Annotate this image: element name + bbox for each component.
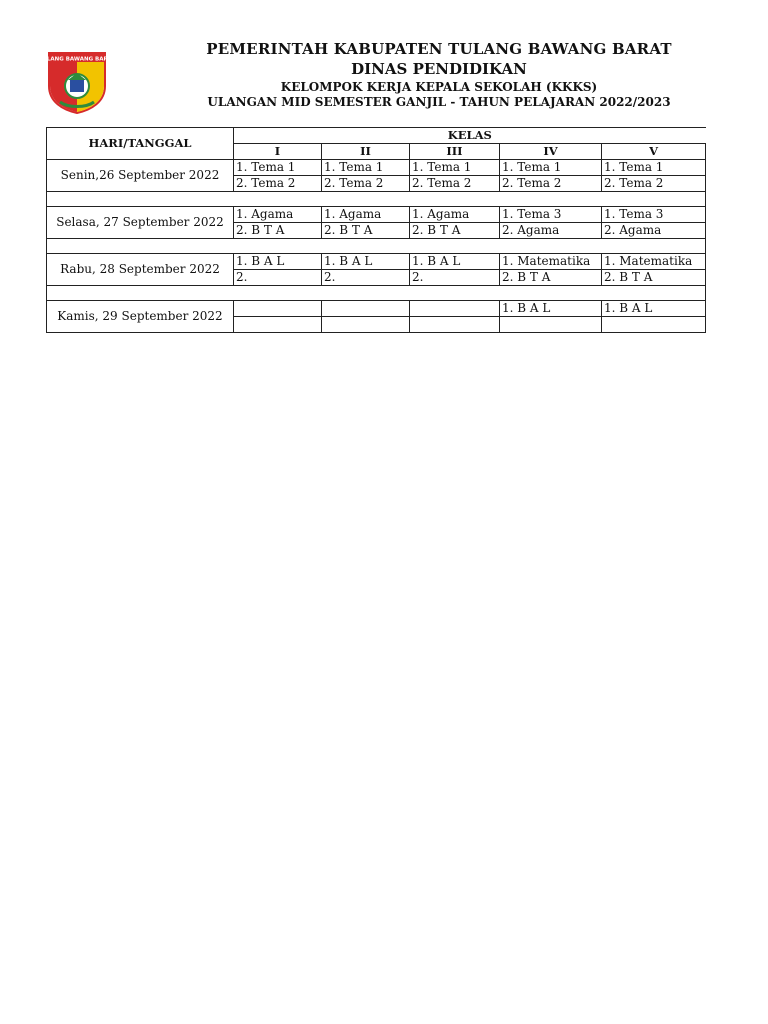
regency-emblem-logo [38,50,116,114]
subject-cell: 1. Agama [410,207,500,223]
subject-cell: 2. B T A [410,223,500,239]
subject-cell [602,317,706,333]
subject-cell [410,317,500,333]
table-row [47,301,706,317]
kelas-column-header: KELAS [234,128,706,144]
spacer-row [47,286,706,301]
subject-cell [410,301,500,317]
exam-schedule-table [46,127,706,333]
subject-cell: 1. Agama [322,207,410,223]
subject-cell: 1. Tema 1 [602,160,706,176]
subject-cell: 2. Tema 2 [234,176,322,192]
subject-cell [322,301,410,317]
spacer-cell [47,192,706,207]
subject-cell: 2. Agama [602,223,706,239]
table-row [47,207,706,223]
subject-cell: 2. B T A [602,270,706,286]
subject-cell [234,301,322,317]
subject-cell: 1. Matematika [602,254,706,270]
subject-cell: 2. [410,270,500,286]
svg-text:TULANG BAWANG BARAT: TULANG BAWANG BARAT [38,56,116,63]
subject-cell: 1. Tema 3 [602,207,706,223]
subject-cell: 1. Tema 1 [322,160,410,176]
class-header: V [602,144,706,160]
class-header: II [322,144,410,160]
subject-cell: 1. Matematika [500,254,602,270]
day-column-header: HARI/TANGGAL [47,128,234,160]
subject-cell: 1. Agama [234,207,322,223]
day-date-cell: Selasa, 27 September 2022 [47,207,234,239]
subject-cell: 1. Tema 1 [234,160,322,176]
subject-cell: 2. [234,270,322,286]
day-date-cell: Rabu, 28 September 2022 [47,254,234,286]
subject-cell [234,317,322,333]
subject-cell: 2. B T A [500,270,602,286]
subject-cell: 1. B A L [410,254,500,270]
header-association-title: KELOMPOK KERJA KEPALA SEKOLAH (KKKS) [280,80,598,94]
table-row [47,160,706,176]
subject-cell: 1. Tema 3 [500,207,602,223]
table-row [47,254,706,270]
subject-cell: 2. Agama [500,223,602,239]
subject-cell: 2. Tema 2 [410,176,500,192]
subject-cell: 1. Tema 1 [500,160,602,176]
subject-cell: 1. B A L [500,301,602,317]
subject-cell [500,317,602,333]
header-department-title: DINAS PENDIDIKAN [351,60,527,78]
subject-cell: 2. Tema 2 [322,176,410,192]
subject-cell: 2. Tema 2 [602,176,706,192]
subject-cell: 2. B T A [322,223,410,239]
header-exam-title: ULANGAN MID SEMESTER GANJIL - TAHUN PELAJARAN 2022/2023 [207,95,671,109]
table-header-row [47,128,706,144]
day-date-cell: Senin,26 September 2022 [47,160,234,192]
spacer-cell [47,239,706,254]
class-header: IV [500,144,602,160]
subject-cell: 1. B A L [234,254,322,270]
subject-cell: 2. Tema 2 [500,176,602,192]
subject-cell: 2. B T A [234,223,322,239]
header-government-title: PEMERINTAH KABUPATEN TULANG BAWANG BARAT [206,40,672,58]
subject-cell: 2. [322,270,410,286]
subject-cell: 1. B A L [322,254,410,270]
spacer-cell [47,286,706,301]
subject-cell: 1. B A L [602,301,706,317]
class-header: I [234,144,322,160]
subject-cell: 1. Tema 1 [410,160,500,176]
subject-cell [322,317,410,333]
spacer-row [47,239,706,254]
class-header: III [410,144,500,160]
day-date-cell: Kamis, 29 September 2022 [47,301,234,333]
spacer-row [47,192,706,207]
